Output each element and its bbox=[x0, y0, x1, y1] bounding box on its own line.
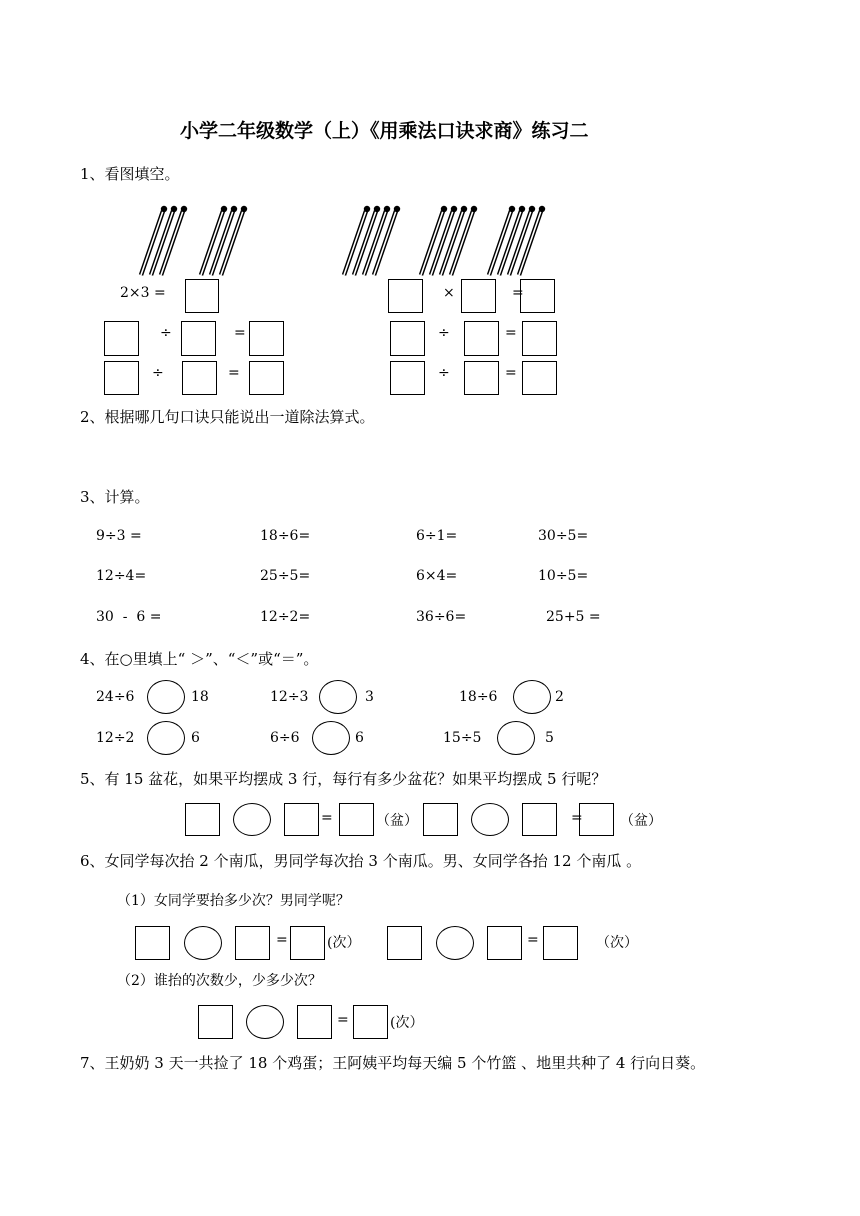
operator-circle[interactable] bbox=[471, 803, 509, 836]
equals-sign: = bbox=[276, 932, 288, 948]
answer-box[interactable] bbox=[353, 1005, 388, 1039]
equals-sign: = bbox=[505, 365, 517, 381]
answer-box[interactable] bbox=[185, 803, 220, 836]
answer-box[interactable] bbox=[522, 361, 557, 395]
question-4-label: 4、在○里填上“ ＞”、“＜”或“＝”。 bbox=[80, 650, 319, 668]
answer-box[interactable] bbox=[198, 1005, 233, 1039]
divide-sign: ÷ bbox=[152, 365, 164, 381]
calc-item: 10÷5= bbox=[538, 568, 589, 584]
calc-item: 6×4= bbox=[416, 568, 458, 584]
page-title: 小学二年级数学（上）《用乘法口诀求商》练习二 bbox=[180, 120, 589, 142]
answer-box[interactable] bbox=[284, 803, 319, 836]
equals-sign: = bbox=[571, 810, 583, 826]
unit-label: （盆） bbox=[376, 813, 418, 829]
answer-box[interactable] bbox=[390, 361, 425, 395]
compare-right: 3 bbox=[365, 689, 374, 705]
operator-circle[interactable] bbox=[233, 803, 271, 836]
question-1-label: 1、看图填空。 bbox=[80, 165, 180, 183]
answer-box[interactable] bbox=[290, 926, 325, 960]
equals-sign: = bbox=[527, 932, 539, 948]
compare-circle[interactable] bbox=[147, 680, 185, 714]
answer-box[interactable] bbox=[522, 803, 557, 836]
calc-item: 6÷1= bbox=[416, 528, 458, 544]
compare-right: 6 bbox=[355, 730, 364, 746]
question-6-sub-2: （2）谁抬的次数少，少多少次？ bbox=[117, 973, 322, 989]
equals-sign: = bbox=[337, 1012, 349, 1028]
calc-item: 12÷4= bbox=[96, 568, 147, 584]
answer-box[interactable] bbox=[464, 361, 499, 395]
unit-label: （次） bbox=[596, 935, 638, 951]
compare-circle[interactable] bbox=[319, 680, 357, 714]
question-6-label: 6、女同学每次抬 2 个南瓜，男同学每次抬 3 个南瓜。男、女同学各抬 12 个南瓜 。 bbox=[80, 852, 642, 870]
answer-box[interactable] bbox=[235, 926, 270, 960]
answer-box[interactable] bbox=[185, 279, 219, 313]
answer-box[interactable] bbox=[390, 321, 425, 356]
compare-left: 12÷3 bbox=[270, 689, 309, 705]
unit-label: (次） bbox=[390, 1015, 424, 1031]
answer-box[interactable] bbox=[182, 361, 217, 395]
compare-circle[interactable] bbox=[497, 721, 535, 755]
question-2-label: 2、根据哪几句口诀只能说出一道除法算式。 bbox=[80, 408, 375, 426]
answer-box[interactable] bbox=[339, 803, 374, 836]
unit-label: (次） bbox=[327, 935, 361, 951]
compare-left: 18÷6 bbox=[459, 689, 498, 705]
answer-box[interactable] bbox=[487, 926, 522, 960]
answer-box[interactable] bbox=[520, 279, 555, 313]
q1-left-expression: 2×3 = bbox=[120, 285, 166, 301]
answer-box[interactable] bbox=[249, 361, 284, 395]
answer-box[interactable] bbox=[423, 803, 458, 836]
compare-left: 12÷2 bbox=[96, 730, 135, 746]
equals-sign: = bbox=[505, 325, 517, 341]
operator-circle[interactable] bbox=[436, 926, 474, 960]
calc-item: 30 - 6 = bbox=[96, 609, 162, 625]
calc-item: 12÷2= bbox=[260, 609, 311, 625]
question-3-label: 3、计算。 bbox=[80, 488, 150, 506]
divide-sign: ÷ bbox=[160, 325, 172, 341]
compare-left: 15÷5 bbox=[443, 730, 482, 746]
compare-left: 24÷6 bbox=[96, 689, 135, 705]
equals-sign: = bbox=[234, 325, 246, 341]
answer-box[interactable] bbox=[104, 321, 139, 356]
answer-box[interactable] bbox=[461, 279, 496, 313]
unit-label: （盆） bbox=[620, 813, 662, 829]
answer-box[interactable] bbox=[579, 803, 614, 836]
answer-box[interactable] bbox=[522, 321, 557, 356]
compare-right: 18 bbox=[191, 689, 209, 705]
compare-circle[interactable] bbox=[312, 721, 350, 755]
answer-box[interactable] bbox=[297, 1005, 332, 1039]
calc-item: 25÷5= bbox=[260, 568, 311, 584]
compare-circle[interactable] bbox=[147, 721, 185, 755]
operator-circle[interactable] bbox=[246, 1005, 284, 1039]
divide-sign: ÷ bbox=[438, 365, 450, 381]
calc-item: 9÷3 = bbox=[96, 528, 142, 544]
equals-sign: = bbox=[512, 285, 524, 301]
times-sign: × bbox=[443, 285, 455, 301]
calc-item: 25+5 = bbox=[546, 609, 601, 625]
operator-circle[interactable] bbox=[184, 926, 222, 960]
answer-box[interactable] bbox=[464, 321, 499, 356]
answer-box[interactable] bbox=[388, 279, 423, 313]
question-6-sub-1: （1）女同学要抬多少次？男同学呢？ bbox=[117, 893, 350, 909]
compare-right: 2 bbox=[555, 689, 564, 705]
compare-left: 6÷6 bbox=[270, 730, 300, 746]
answer-box[interactable] bbox=[249, 321, 284, 356]
answer-box[interactable] bbox=[104, 361, 139, 395]
calc-item: 36÷6= bbox=[416, 609, 467, 625]
question-5-label: 5、有 15 盆花，如果平均摆成 3 行，每行有多少盆花？如果平均摆成 5 行呢？ bbox=[80, 770, 607, 788]
compare-circle[interactable] bbox=[513, 680, 551, 714]
compare-right: 6 bbox=[191, 730, 200, 746]
pencil-illustration bbox=[0, 200, 860, 280]
answer-box[interactable] bbox=[135, 926, 170, 960]
answer-box[interactable] bbox=[543, 926, 578, 960]
question-7-label: 7、王奶奶 3 天一共捡了 18 个鸡蛋；王阿姨平均每天编 5 个竹篮 、地里共种了 4 行向日葵。 bbox=[80, 1054, 706, 1072]
calc-item: 30÷5= bbox=[538, 528, 589, 544]
divide-sign: ÷ bbox=[438, 325, 450, 341]
answer-box[interactable] bbox=[387, 926, 422, 960]
equals-sign: = bbox=[321, 810, 333, 826]
calc-item: 18÷6= bbox=[260, 528, 311, 544]
equals-sign: = bbox=[228, 365, 240, 381]
compare-right: 5 bbox=[545, 730, 554, 746]
answer-box[interactable] bbox=[181, 321, 216, 356]
